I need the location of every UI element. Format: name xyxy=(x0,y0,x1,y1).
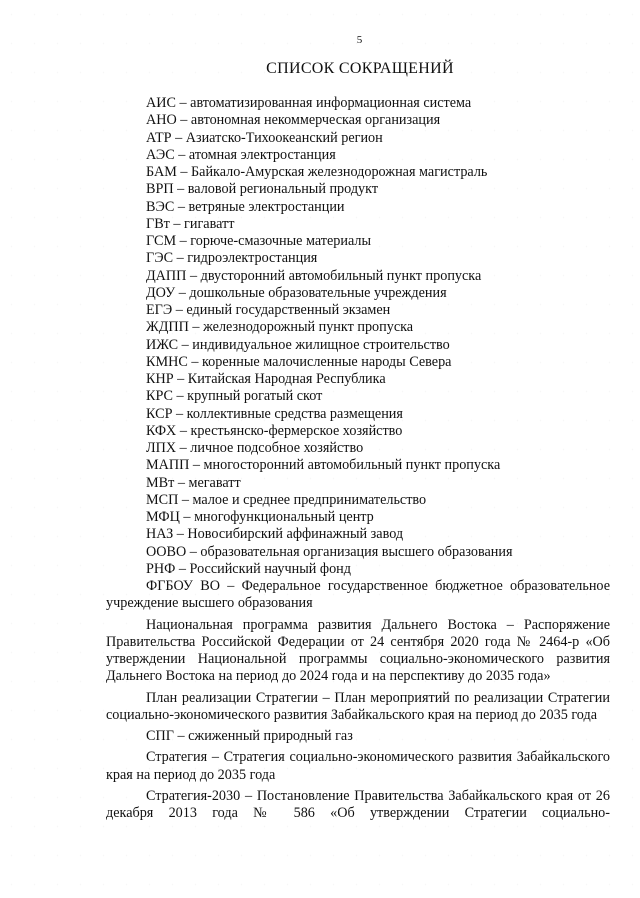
paragraph-implementation-plan: План реализации Стратегии – План мероприятий по реализации Стратегии социально-экономического развития Забайкальского края на период до 2035 года xyxy=(106,689,610,723)
list-item: ГЭС – гидроэлектростанция xyxy=(146,250,318,267)
paragraph-strategy-2030: Стратегия-2030 – Постановление Правительства Забайкальского края от 26 декабря 2013 года № 586 «Об утверждении Стратегии социально- xyxy=(106,787,610,821)
list-item: ИЖС – индивидуальное жилищное строительство xyxy=(146,336,450,353)
list-item: МВт – мегаватт xyxy=(146,474,241,491)
list-item: ГСМ – горюче-смазочные материалы xyxy=(146,233,372,249)
list-item: МФЦ – многофункциональный центр xyxy=(146,509,374,525)
list-item: ВРП – валовой региональный продукт xyxy=(146,181,379,198)
list-item: КНР – Китайская Народная Республика xyxy=(146,371,386,387)
definitions-block xyxy=(106,578,610,822)
page-title: СПИСОК СОКРАЩЕНИЙ xyxy=(266,60,454,77)
list-item: ВЭС – ветряные электростанции xyxy=(146,198,345,215)
list-item: БАМ – Байкало-Амурская железнодорожная магистраль xyxy=(146,164,488,180)
page-number: 5 xyxy=(356,34,364,46)
list-item: АТР – Азиатско-Тихоокеанский регион xyxy=(146,129,383,146)
list-item: ООВО – образовательная организация высшего образования xyxy=(146,543,513,560)
paragraph-lng: СПГ – сжиженный природный газ xyxy=(146,728,353,744)
list-item: ЕГЭ – единый государственный экзамен xyxy=(146,302,391,318)
list-item: КРС – крупный рогатый скот xyxy=(146,388,323,405)
list-item: АЭС – атомная электростанция xyxy=(146,146,336,163)
list-item: ДОУ – дошкольные образовательные учреждения xyxy=(146,284,447,301)
list-item: КСР – коллективные средства размещения xyxy=(146,405,403,422)
list-item: АИС – автоматизированная информационная система xyxy=(146,95,472,111)
list-item: ЛПХ – личное подсобное хозяйство xyxy=(146,440,364,456)
list-item: НАЗ – Новосибирский аффинажный завод xyxy=(146,526,404,543)
list-item: МСП – малое и среднее предпринимательство xyxy=(146,491,427,508)
list-item: АНО – автономная некоммерческая организация xyxy=(146,112,441,129)
list-item: ГВт – гигаватт xyxy=(146,215,235,232)
list-item: РНФ – Российский научный фонд xyxy=(146,560,351,577)
abbreviation-list xyxy=(146,95,606,578)
list-item: МАПП – многосторонний автомобильный пункт пропуска xyxy=(146,457,501,474)
paragraph-fgbou: ФГБОУ ВО – Федеральное государственное бюджетное образовательное учреждение высшего образования xyxy=(106,578,610,612)
paragraph-national-program: Национальная программа развития Дальнего Востока – Распоряжение Правительства Российской Федерации от 24 сентября 2020 года № 2464-р «Об утверждении Национальной программы социально-экономического развития Дальнего Востока на период до 2024 года и на перспективу до 2035 года» xyxy=(106,616,610,685)
list-item: ЖДПП – железнодорожный пункт пропуска xyxy=(146,319,414,336)
list-item: КМНС – коренные малочисленные народы Севера xyxy=(146,353,452,370)
list-item: КФХ – крестьянско-фермерское хозяйство xyxy=(146,422,403,439)
paragraph-strategy: Стратегия – Стратегия социально-экономического развития Забайкальского края на период до 2035 года xyxy=(106,749,610,783)
list-item: ДАПП – двусторонний автомобильный пункт пропуска xyxy=(146,267,482,284)
